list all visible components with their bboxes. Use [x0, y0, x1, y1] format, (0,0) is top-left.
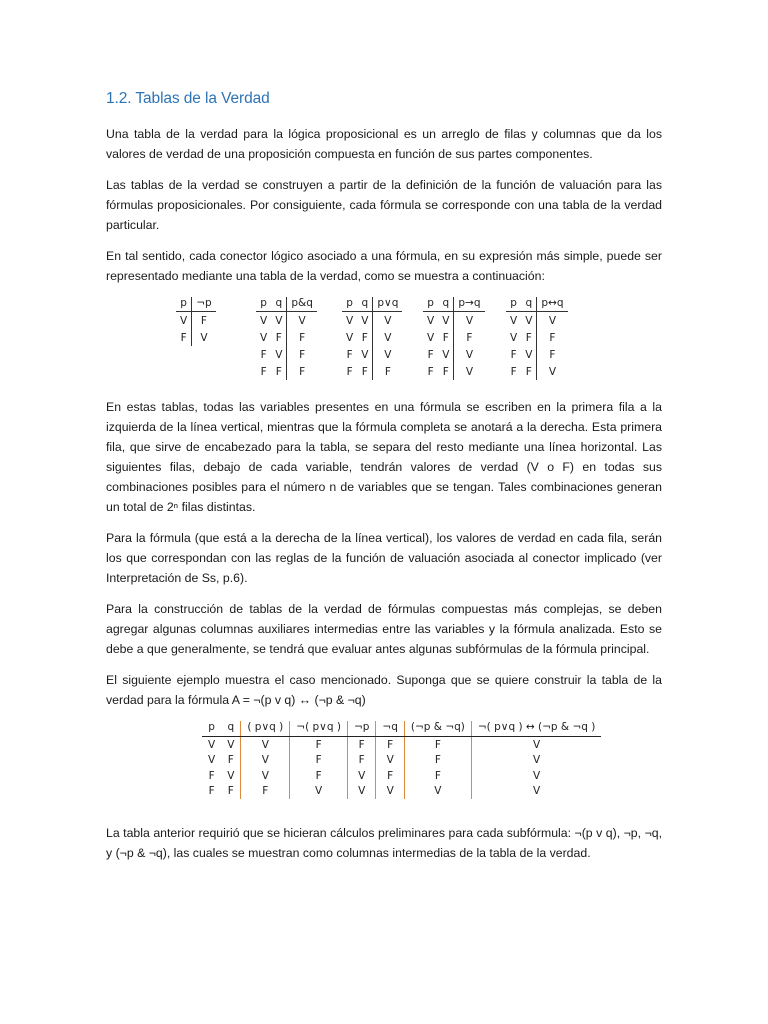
table-row	[256, 329, 317, 346]
truth-value-cell: F	[221, 753, 241, 769]
section-heading: 1.2. Tablas de la Verdad	[106, 90, 270, 107]
connector-truth-tables	[106, 297, 662, 383]
truth-value-cell: F	[357, 329, 373, 346]
truth-value-cell: F	[427, 348, 434, 361]
truth-value-cell: F	[376, 737, 404, 753]
truth-value-cell: F	[208, 769, 215, 782]
truth-value-cell: V	[533, 785, 541, 798]
truth-value-cell: V	[384, 348, 392, 361]
document-page	[106, 90, 662, 874]
truth-value-cell: F	[271, 329, 287, 346]
truth-value-cell: F	[260, 348, 267, 361]
implication-truth-table	[423, 297, 485, 380]
truth-value-cell: F	[176, 329, 192, 346]
truth-value-cell: F	[290, 768, 348, 784]
truth-value-cell: V	[176, 312, 192, 330]
truth-value-cell: V	[260, 331, 268, 344]
neg-header-cell: ¬p	[192, 297, 216, 312]
imp-header-cell: p→q	[454, 297, 485, 312]
truth-value-cell: F	[357, 363, 373, 380]
truth-value-cell: F	[510, 348, 517, 361]
truth-value-cell: F	[346, 365, 353, 378]
truth-value-cell: F	[510, 365, 517, 378]
truth-value-cell: V	[521, 312, 537, 330]
truth-value-cell: V	[404, 784, 471, 800]
example-header-cell: ¬p	[347, 721, 375, 737]
truth-value-cell: F	[299, 348, 306, 361]
truth-value-cell: V	[346, 314, 354, 327]
conjunction-truth-table	[256, 297, 317, 380]
truth-value-cell: F	[427, 365, 434, 378]
truth-value-cell: V	[347, 768, 375, 784]
example-header-cell: ¬( p∨q ) ↔ (¬p & ¬q )	[471, 721, 601, 737]
truth-value-cell: F	[241, 784, 290, 800]
truth-value-cell: F	[404, 737, 471, 753]
truth-value-cell: V	[208, 738, 216, 751]
imp-header-cell: p	[423, 297, 438, 312]
and-header-cell: p	[256, 297, 271, 312]
truth-value-cell: F	[347, 753, 375, 769]
example-header-cell: (¬p & ¬q)	[404, 721, 471, 737]
table-row	[176, 312, 216, 330]
and-header-cell: p&q	[287, 297, 317, 312]
table-row	[506, 329, 568, 346]
bic-header-cell: p↔q	[537, 297, 568, 312]
bic-header-cell: p	[506, 297, 521, 312]
truth-value-cell: V	[290, 784, 348, 800]
truth-value-cell: V	[533, 738, 541, 751]
truth-value-cell: V	[465, 348, 474, 361]
table-row	[342, 329, 402, 346]
table-row	[256, 363, 317, 380]
truth-value-cell: F	[290, 753, 348, 769]
truth-value-cell: V	[357, 312, 373, 330]
example-header-cell: ¬( p∨q )	[290, 721, 348, 737]
truth-value-cell: V	[221, 768, 241, 784]
table-row	[202, 737, 601, 753]
table-row	[423, 312, 485, 330]
truth-value-cell: F	[208, 785, 215, 798]
example-header-cell: ( p∨q )	[241, 721, 290, 737]
paragraph-complex-formulas: Para la construcción de tablas de la verdad de fórmulas compuestas más complejas, se deben agregar algunas columnas auxiliares intermedias entre las variables y la fórmula analizada. Esto se debe a que generalmente, se tendrá que evaluar antes algunas subfórmulas de la fórmula principal.	[106, 602, 662, 656]
paragraph-construction: Las tablas de la verdad se construyen a partir de la definición de la función de valuación para las fórmulas proposicionales. Por consiguiente, cada fórmula se corresponde con una tabla de la verdad particular.	[106, 178, 662, 232]
example-truth-table	[202, 721, 601, 799]
truth-value-cell: V	[200, 331, 208, 344]
truth-value-cell: V	[384, 331, 392, 344]
imp-header-cell: q	[438, 297, 454, 312]
truth-value-cell: F	[404, 753, 471, 769]
truth-value-cell: F	[384, 365, 391, 378]
truth-value-cell: V	[241, 737, 290, 753]
truth-value-cell: F	[521, 329, 537, 346]
truth-value-cell: V	[533, 769, 541, 782]
table-row	[506, 363, 568, 380]
truth-value-cell: V	[438, 312, 454, 330]
neg-header-cell: p	[176, 297, 192, 312]
truth-value-cell: V	[271, 312, 287, 330]
truth-value-cell: F	[347, 737, 375, 753]
table-row	[506, 346, 568, 363]
truth-value-cell: V	[221, 737, 241, 753]
table-row	[423, 329, 485, 346]
truth-value-cell: V	[271, 346, 287, 363]
truth-value-cell: V	[510, 314, 518, 327]
truth-value-cell: F	[221, 784, 241, 800]
table-row	[176, 329, 216, 346]
example-header-cell: p	[202, 721, 221, 737]
truth-value-cell: F	[260, 365, 267, 378]
paragraph-formula-values: Para la fórmula (que está a la derecha de la línea vertical), los valores de verdad en cada fila, serán los que correspondan con las reglas de la función de valuación asociada al conector implicado (ver Interpretación de Ss, p.6).	[106, 531, 662, 585]
table-row	[256, 346, 317, 363]
truth-value-cell: F	[271, 363, 287, 380]
truth-value-cell: F	[376, 768, 404, 784]
table-row	[256, 312, 317, 330]
example-truth-table-wrap	[106, 721, 662, 813]
truth-value-cell: V	[533, 754, 541, 767]
truth-value-cell: V	[548, 365, 557, 378]
truth-value-cell: V	[347, 784, 375, 800]
truth-value-cell: V	[357, 346, 373, 363]
truth-value-cell: V	[298, 314, 306, 327]
table-row	[423, 346, 485, 363]
truth-value-cell: F	[299, 365, 306, 378]
paragraph-table-structure: En estas tablas, todas las variables presentes en una fórmula se escriben en la primera fila a la izquierda de la línea vertical, mientras que la fórmula completa se anotará a la derecha. Esta primera fila, que sirve de encabezado para la tabla, se separa del resto mediante una línea horizontal. Las siguientes filas, debajo de cada variable, tendrán valores de verdad (V o F) en todas sus combinaciones posibles para el número n de variables que se tengan. Tales combinaciones generan un total de 2ⁿ filas distintas.	[106, 400, 662, 514]
truth-value-cell: F	[549, 348, 556, 361]
truth-value-cell: V	[510, 331, 518, 344]
truth-value-cell: V	[438, 346, 454, 363]
truth-value-cell: V	[427, 331, 435, 344]
negation-truth-table	[176, 297, 216, 346]
paragraph-example: El siguiente ejemplo muestra el caso mencionado. Suponga que se quiere construir la tabla de la verdad para la fórmula A = ¬(p v q) ↔ (¬p & ¬q)	[106, 673, 662, 707]
or-header-cell: p	[342, 297, 357, 312]
truth-value-cell: V	[241, 768, 290, 784]
truth-value-cell: F	[346, 348, 353, 361]
truth-value-cell: V	[427, 314, 435, 327]
truth-value-cell: F	[404, 768, 471, 784]
truth-value-cell: F	[299, 331, 306, 344]
truth-value-cell: F	[290, 737, 348, 753]
and-header-cell: q	[271, 297, 287, 312]
table-row	[423, 363, 485, 380]
bic-header-cell: q	[521, 297, 537, 312]
table-row	[342, 346, 402, 363]
or-header-cell: q	[357, 297, 373, 312]
example-header-cell: ¬q	[376, 721, 404, 737]
truth-value-cell: F	[466, 331, 473, 344]
truth-value-cell: F	[438, 329, 454, 346]
truth-value-cell: F	[521, 363, 537, 380]
table-row	[342, 312, 402, 330]
truth-value-cell: V	[465, 314, 474, 327]
truth-value-cell: V	[346, 331, 354, 344]
or-header-cell: p∨q	[373, 297, 403, 312]
table-row	[202, 753, 601, 769]
paragraph-intro: Una tabla de la verdad para la lógica proposicional es un arreglo de filas y columnas que da los valores de verdad de una proposición compuesta en función de sus partes componentes.	[106, 127, 662, 161]
truth-value-cell: V	[465, 365, 474, 378]
truth-value-cell: V	[548, 314, 557, 327]
table-row	[202, 784, 601, 800]
table-row	[202, 768, 601, 784]
truth-value-cell: F	[438, 363, 454, 380]
truth-value-cell: V	[241, 753, 290, 769]
paragraph-conclusion: La tabla anterior requirió que se hicieran cálculos preliminares para cada subfórmula: ¬(p v q), ¬p, ¬q, y (¬p & ¬q), las cuales se muestran como columnas intermedias de la tabla de la verdad.	[106, 826, 662, 860]
disjunction-truth-table	[342, 297, 402, 380]
truth-value-cell: V	[384, 314, 392, 327]
truth-value-cell: F	[549, 331, 556, 344]
truth-value-cell: V	[376, 753, 404, 769]
example-header-cell: q	[221, 721, 241, 737]
table-row	[506, 312, 568, 330]
truth-value-cell: V	[260, 314, 268, 327]
truth-value-cell: F	[200, 314, 207, 327]
truth-value-cell: V	[376, 784, 404, 800]
paragraph-connectors: En tal sentido, cada conector lógico asociado a una fórmula, en su expresión más simple, puede ser representado mediante una tabla de la verdad, como se muestra a continuación:	[106, 249, 662, 283]
truth-value-cell: V	[208, 754, 216, 767]
biconditional-truth-table	[506, 297, 568, 380]
truth-value-cell: V	[521, 346, 537, 363]
table-row	[342, 363, 402, 380]
